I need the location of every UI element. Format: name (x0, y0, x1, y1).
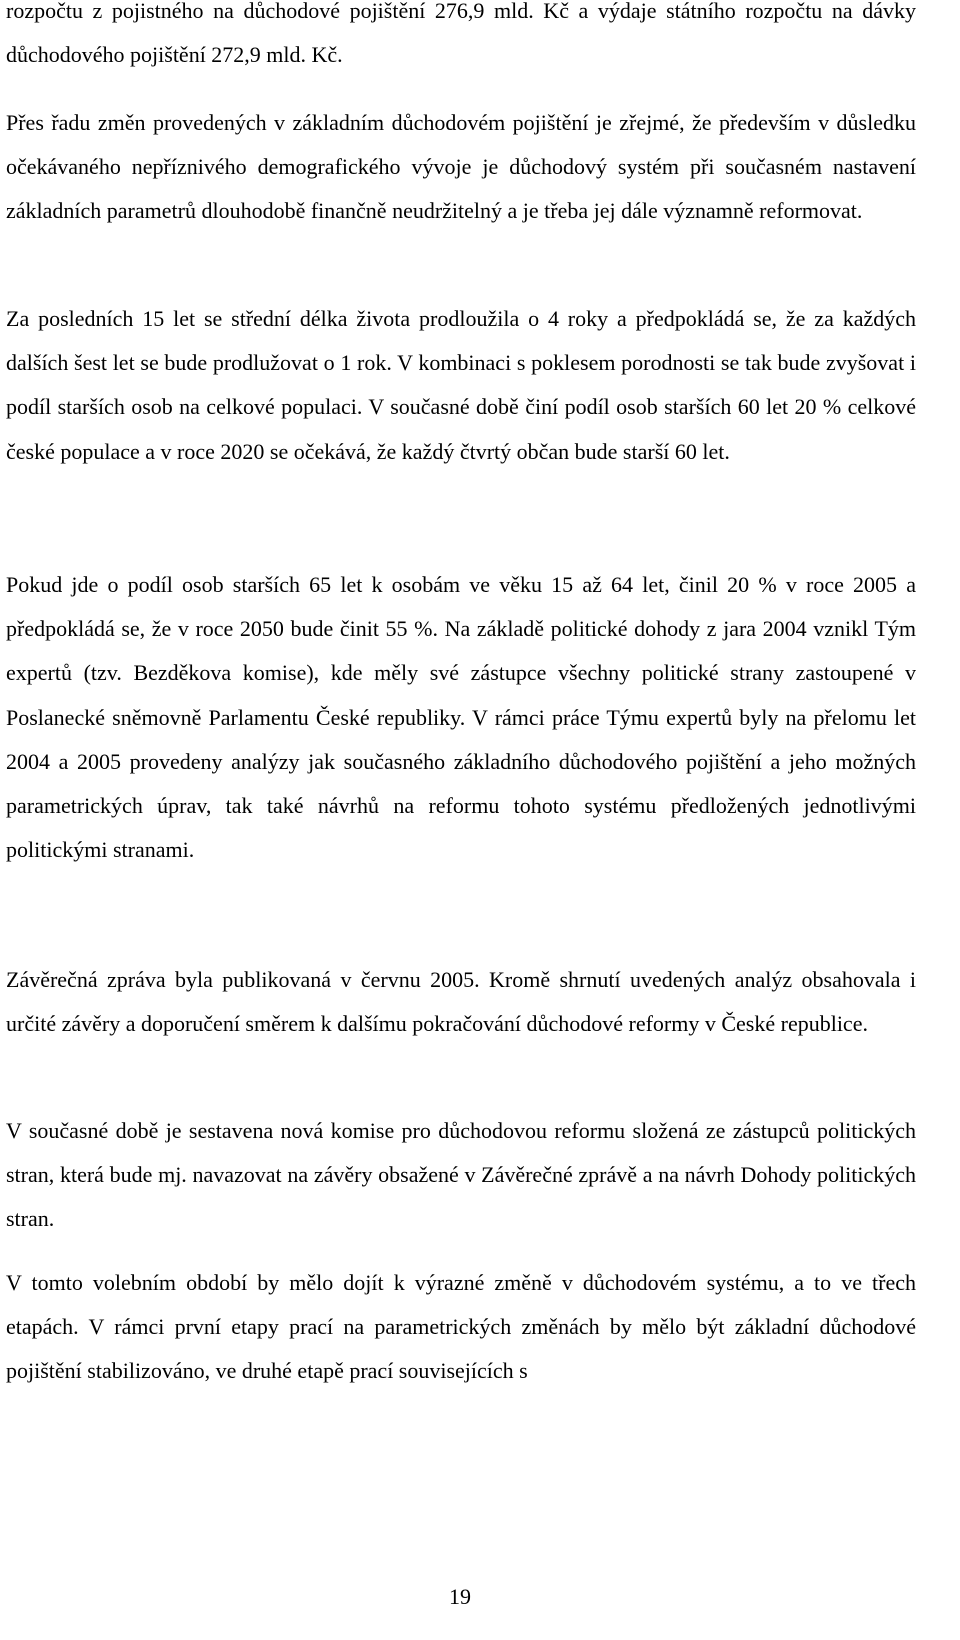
paragraph-reform-stages: V tomto volebním období by mělo dojít k výrazné změně v důchodovém systému, a to ve třech etapách. V rámci první etapy prací na parametrických změnách by mělo být základní důchodové pojištění stabilizováno, ve druhé etapě prací souvisejících s (6, 1270, 916, 1384)
paragraph-life-expectancy: Za posledních 15 let se střední délka života prodloužila o 4 roky a předpokládá se, že za každých dalších šest let se bude prodlužovat o 1 rok. V kombinaci s poklesem porodnosti se tak bude zvyšovat i podíl starších osob na celkové populaci. V současné době činí podíl osob starších 60 let 20 % celkové české populace a v roce 2020 se očekává, že každý čtvrtý občan bude starší 60 let. (6, 306, 916, 464)
page-number: 19 (449, 1584, 471, 1609)
paragraph-new-commission: V současné době je sestavena nová komise pro důchodovou reformu složená ze zástupců politických stran, která bude mj. navazovat na závěry obsažené v Závěrečné zprávě a na návrh Dohody politických stran. (6, 1118, 916, 1232)
paragraph-final-report: Závěrečná zpráva byla publikovaná v červnu 2005. Kromě shrnutí uvedených analýz obsahovala i určité závěry a doporučení směrem k dalšímu pokračování důchodové reformy v České republice. (6, 967, 916, 1037)
paragraph-expert-team: Pokud jde o podíl osob starších 65 let k osobám ve věku 15 až 64 let, činil 20 % v roce 2005 a předpokládá se, že v roce 2050 bude činit 55 %. Na základě politické dohody z jara 2004 vznikl Tým expertů (tzv. Bezděkova komise), kde měly své zástupce všechny politické strany zastoupené v Poslanecké sněmovně Parlamentu České republiky. V rámci práce Týmu expertů byly na přelomu let 2004 a 2005 provedeny analýzy jak současného základního důchodového pojištění a jeho možných parametrických úprav, tak také návrhů na reformu tohoto systému předložených jednotlivými politickými stranami. (6, 572, 916, 863)
paragraph-budget-figures: rozpočtu z pojistného na důchodové pojištění 276,9 mld. Kč a výdaje státního rozpočtu na dávky důchodového pojištění 272,9 mld. Kč. (6, 0, 916, 68)
paragraph-pension-reform-need: Přes řadu změn provedených v základním důchodovém pojištění je zřejmé, že především v důsledku očekávaného nepříznivého demografického vývoje je důchodový systém při současném nastavení základních parametrů dlouhodobě finančně neudržitelný a je třeba jej dále významně reformovat. (6, 110, 916, 224)
